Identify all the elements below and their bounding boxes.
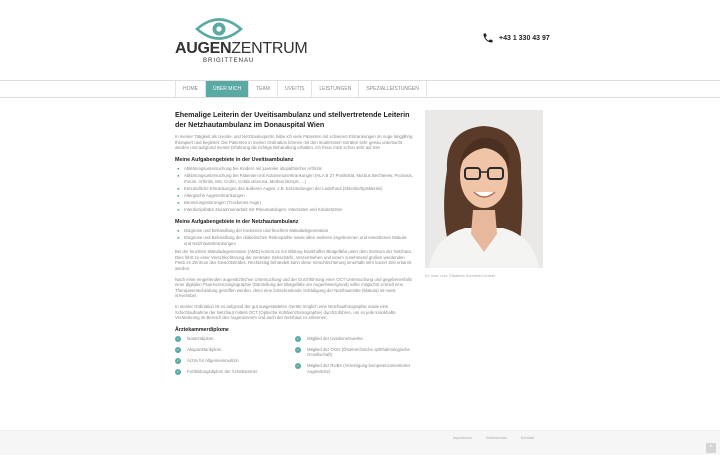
check-icon: ✓ <box>296 335 300 341</box>
nav-item-leistungen[interactable]: LEISTUNGEN <box>311 81 358 97</box>
eye-logo-icon <box>195 16 243 42</box>
list-item: ● Diagnose und Behandlung der diabetischen Retinopathie sowie allen anderen angeborenen und erworbenen Makula- und Netzhauterkrankungen <box>175 235 415 246</box>
amd-paragraph: Bei der feuchten Makuladegeneration (AMD) kommt es zur Bildung krankhafter Blutgefäße unter dem Zentrum der Netzhaut. Dies führt zu einer Verschlechterung der zentralen Sehschärfe, Verzerrtsehen und einem zunehmend großen werdenden Fleck im Zentrum des Gesichtsfeldes. Rechtzeitig behandelt kann diese Verschlechterung innerhalb sehr kurzer Zeit erkannt werden. <box>175 249 412 272</box>
diploma-column-right <box>295 336 415 380</box>
nav-item-team[interactable]: TEAM <box>248 81 277 97</box>
diploma-heading: Ärztekammerdiplome <box>175 326 229 333</box>
footer-link-datenschutz[interactable]: Datenschutz <box>485 436 507 440</box>
nav-item-ueber-mich[interactable]: ÜBER MICH <box>205 81 248 97</box>
uveitis-list <box>175 166 415 213</box>
portrait-image <box>425 110 543 268</box>
logo-word-bold: AUGEN <box>175 40 232 57</box>
uveitis-heading: Meine Aufgabengebiete in der Uveitisambulanz <box>175 156 294 163</box>
doctor-portrait <box>425 110 543 268</box>
site-logo[interactable] <box>175 14 308 70</box>
phone-contact[interactable] <box>482 32 550 44</box>
footer-links <box>453 436 534 440</box>
check-icon: ✓ <box>296 363 300 368</box>
list-item: ● Benetzungsstörungen (Trockenes Auge) <box>175 200 415 206</box>
check-icon: ✓ <box>176 357 180 363</box>
nav-item-home[interactable]: HOME <box>175 81 205 97</box>
list-item: ● Entzündliche Erkrankungen des äußeren Auges, z.B. Entzündungen der Lederhaut (Skleritis/Episkleritis) <box>175 186 415 192</box>
check-icon: ✓ <box>176 346 180 352</box>
check-icon: ✓ <box>176 368 180 374</box>
diploma-label: Mitglied der ÖOG (Österreichische ophthalmologische Gesellschaft) <box>307 346 410 358</box>
diploma-item <box>295 336 415 342</box>
diploma-label: Fortbildungsdiplom der Ärztekammer <box>187 368 258 374</box>
logo-wordmark <box>175 40 307 58</box>
list-item: ● Abklärungsuntersuchung bei Patienten mit Autoimmunerkrankungen (HLA B 27 Positivität, Morbus Bechterew, Psoriasis, rheum. Arthritis, MS, Crohn, Colitis ulcerosa, Morbus Behçet, ...) <box>175 173 415 184</box>
page-title: Ehemalige Leiterin der Uveitisambulanz und stellvertretende Leiterin der Netzhautambulanz im Donauspital Wien <box>175 110 410 129</box>
main-content <box>175 110 415 380</box>
nav-item-spezialleistungen[interactable]: SPEZIALLEISTUNGEN <box>358 81 427 97</box>
oct-paragraph: In meiner Ordination ist es aufgrund der gut ausgestatteten Geräte möglich eine Netzhautfotographie sowie eine Schichtaufnahme der Netzhaut mittels OCT (Optische Kohärenztomographie) durchzuführen, um so jede krankhafte Veränderung im Bereich des Augeninneren und auch der Netzhaut zu erkennen. <box>175 304 396 321</box>
intro-text: In meiner Tätigkeit als Uveitis- und Netzhautexpertin habe ich viele Patienten mit schweren Erkrankungen im Auge langjährig therapiert und begleitet. Die Patienten in meiner Ordination können mit den modernsten Geräten sehr genau untersucht werden und aufgrund meiner Erfahrung die richtige Behandlung erhalten. Ich freue mich schon sehr auf Sie! <box>175 134 413 151</box>
footer-link-kontakt[interactable]: Kontakt <box>520 436 534 440</box>
diploma-label: Akupunkturdiplom <box>187 346 222 352</box>
list-item: ● Abklärungsuntersuchung bei Kindern mit juveniler idiopathischer Arthritis <box>175 166 415 172</box>
nav-item-uveitis[interactable]: UVEITIS <box>277 81 311 97</box>
site-header <box>0 0 720 80</box>
diploma-label: Notarztdiplom <box>187 335 214 341</box>
logo-word-light: ZENTRUM <box>231 40 308 57</box>
logo-subtitle: BRIGITTENAU <box>203 58 255 64</box>
phone-icon <box>482 32 494 44</box>
diploma-label: Ärztin für Allgemeinmedizin <box>187 357 239 363</box>
check-icon: ✓ <box>296 346 300 352</box>
netzhaut-list <box>175 228 415 246</box>
phone-number: +43 1 330 43 97 <box>499 34 550 42</box>
diploma-label: Mitglied der Uveitisnetzwerke <box>307 335 363 341</box>
main-navigation <box>0 80 720 98</box>
diploma-item <box>295 363 415 374</box>
diploma-item <box>175 336 295 342</box>
diploma-item <box>175 369 295 375</box>
diploma-item <box>175 347 295 353</box>
diploma-column-left <box>175 336 295 380</box>
site-footer <box>0 430 720 455</box>
diploma-list <box>175 336 415 380</box>
diploma-item <box>295 347 415 358</box>
diploma-label: Mitglied der RUBA (Vereinigung kompetenzorientierter Augenärzte) <box>307 363 411 374</box>
netzhaut-heading: Meine Aufgabengebiete in der Netzhautambulanz <box>175 218 299 225</box>
footer-link-impressum[interactable]: Impressum <box>453 436 472 440</box>
list-item: ● Allergische Augenerkrankungen <box>175 193 415 199</box>
list-item: ● Diagnose und Behandlung der trockenen und feuchten Makuladegeneration <box>175 228 415 234</box>
therapy-paragraph: Nach einer eingehenden augenärztlichen Untersuchung und der Durchführung einer OCT Untersuchung und gegebenenfalls einer digitalen Fluoreszenzangiographie (Darstellung der Blutgefäße am Augenhintergrund) sollte möglichst schnell eine Therapieentscheidung getroffen werden, denn eine fortschreitende Schädigung der Netzhautmitte (Makula) ist meist irreversibel. <box>175 276 412 299</box>
list-item: ● Interdisziplinäre Zusammenarbeit mit Rheumatologen, Internisten und Kinderärzten <box>175 207 415 213</box>
photo-caption: Dr. med. univ. Elisabeth Schrittner-Graber <box>425 274 496 278</box>
diploma-item <box>175 358 295 364</box>
check-icon: ✓ <box>176 335 180 341</box>
scroll-to-top-button[interactable]: ^ <box>706 443 716 453</box>
